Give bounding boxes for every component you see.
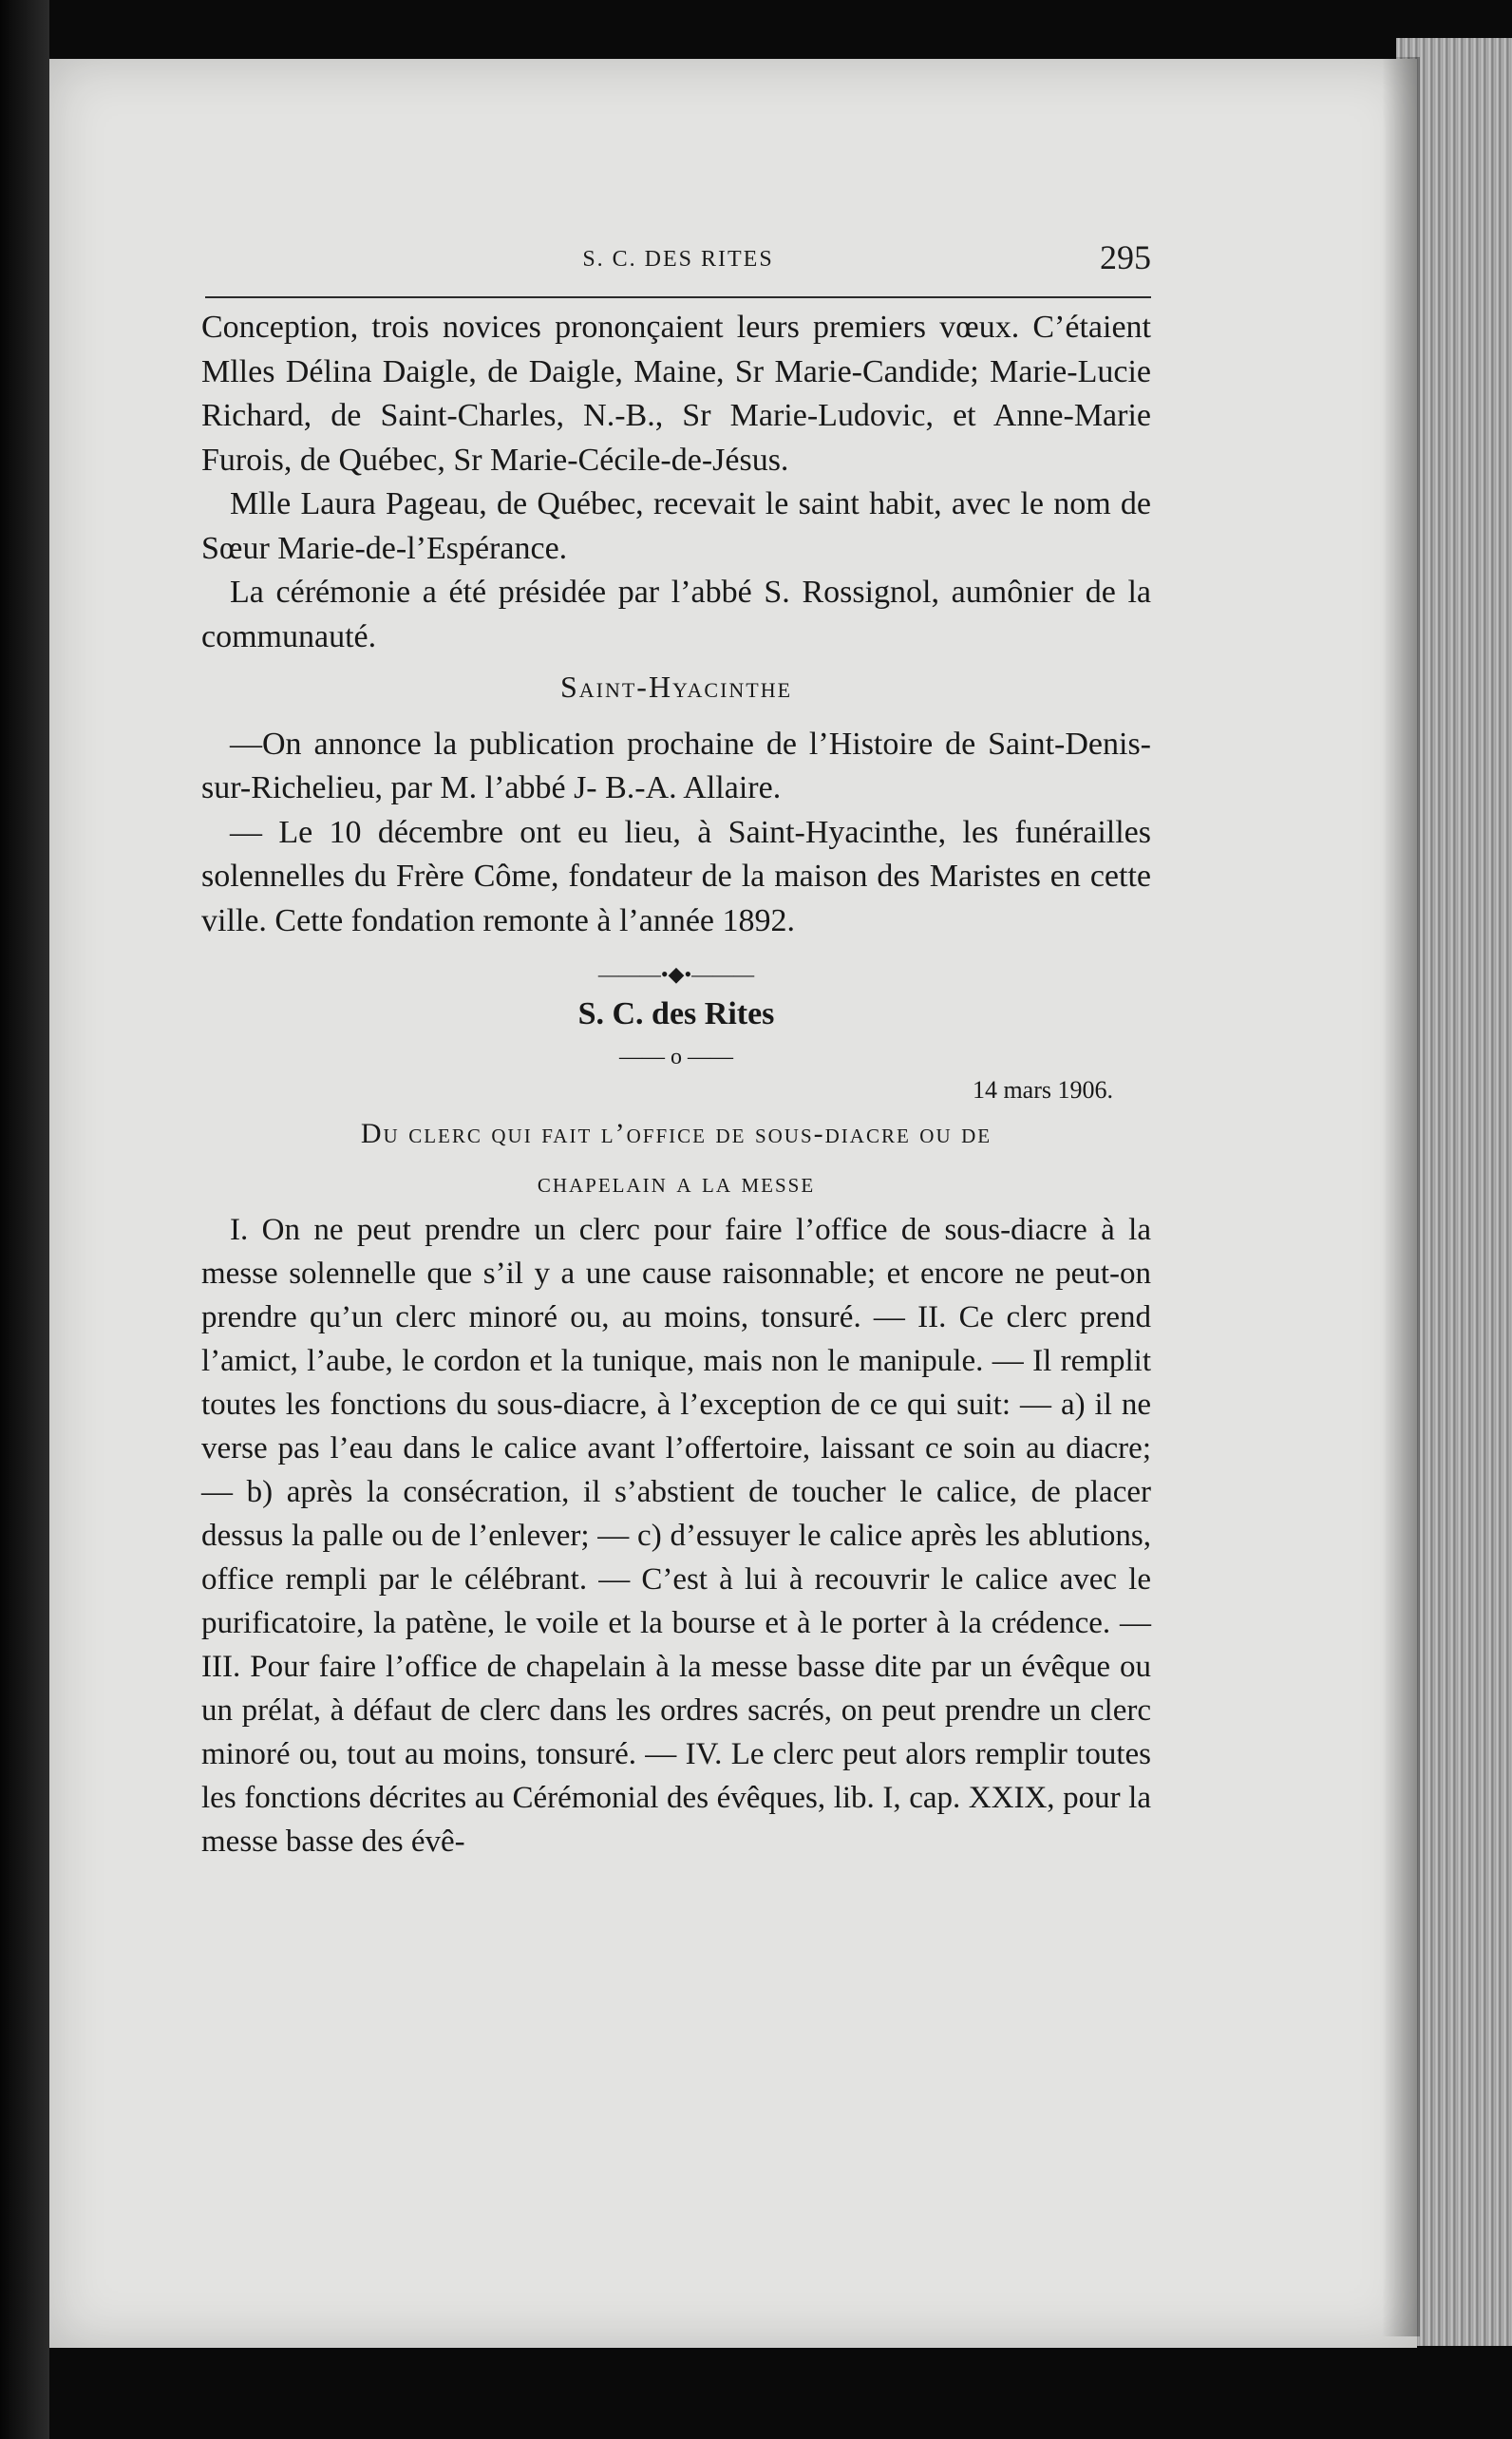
paragraph-decree: I. On ne peut prendre un clerc pour faire l’office de sous-diacre à la messe solennelle que s’il y a une cause raisonnable; et encore ne peut-on prendre qu’un clerc minoré ou, au moins, tonsuré. — II. Ce clerc prend l’amict, l’aube, le cordon et la tunique, mais non le manipule. — Il remplit toutes les fonctions du sous-diacre, à l’exception de ce qui suit: — a) il ne verse pas l’eau dans le calice avant l’offertoire, laissant ce soin au diacre; — b) après la consécration, il s’abstient de toucher le calice, de placer dessus la palle ou de l’enlever; — c) d’essuyer le calice après les ablutions, office rempli par le célébrant. — C’est à lui à recouvrir le calice avec le purificatoire, la patène, le voile et la bourse et à le porter à la crédence. — III. Pour faire l’office de chapelain à la messe basse dite par un évêque ou un prélat, à défaut de clerc dans les ordres sacrés, on peut prendre un clerc minoré ou, tout au moins, tonsuré. — IV. Le clerc peut alors remplir toutes les fonctions décrites au Cérémonial des évêques, lib. I, cap. XXIX, pour la messe basse des évê- bbox=[201, 1212, 1151, 1859]
paragraph-publication: —On annonce la publication prochaine de l’Histoire de Saint-Denis-sur-Richelieu, par M. l’abbé J- B.-A. Allaire. bbox=[201, 726, 1151, 805]
page-body bbox=[201, 306, 1151, 1863]
paragraph-funerailles: — Le 10 décembre ont eu lieu, à Saint-Hyacinthe, les funérailles solennelles du Frère Côme, fondateur de la maison des Maristes en cette ville. Cette fondation remonte à l’année 1892. bbox=[201, 814, 1151, 938]
section-title: S. C. des Rites bbox=[577, 996, 775, 1031]
page-gutter-shadow bbox=[1382, 57, 1420, 2336]
running-head-title: S. C. DES RITES bbox=[582, 247, 774, 272]
decree-title-line-1: Du clerc qui fait l’office de sous-diacre ou de bbox=[360, 1117, 992, 1149]
ornament-divider: ———•◆•——— bbox=[597, 962, 755, 986]
paragraph-habit: Mlle Laura Pageau, de Québec, recevait le saint habit, avec le nom de Sœur Marie-de-l’Espérance. bbox=[201, 486, 1151, 566]
small-divider: —— o —— bbox=[619, 1044, 733, 1069]
paragraph-novices: Conception, trois novices prononçaient leurs premiers vœux. C’étaient Mlles Délina Daigle, de Daigle, Maine, Sr Marie-Candide; Marie-Lucie Richard, de Saint-Charles, N.-B., Sr Marie-Ludovic, et Anne-Marie Furois, de Québec, Sr Marie-Cécile-de-Jésus. bbox=[201, 310, 1151, 478]
decree-date: 14 mars 1906. bbox=[972, 1075, 1113, 1104]
paragraph-ceremony: La cérémonie a été présidée par l’abbé S. Rossignol, aumônier de la communauté. bbox=[201, 575, 1151, 654]
decree-title-line-2: chapelain a la messe bbox=[537, 1166, 816, 1199]
scan-dark-edge bbox=[0, 0, 49, 2439]
running-head bbox=[205, 237, 1151, 293]
header-rule bbox=[205, 296, 1151, 298]
page-number: 295 bbox=[1100, 238, 1151, 276]
heading-saint-hyacinthe: Saint-Hyacinthe bbox=[559, 670, 793, 704]
